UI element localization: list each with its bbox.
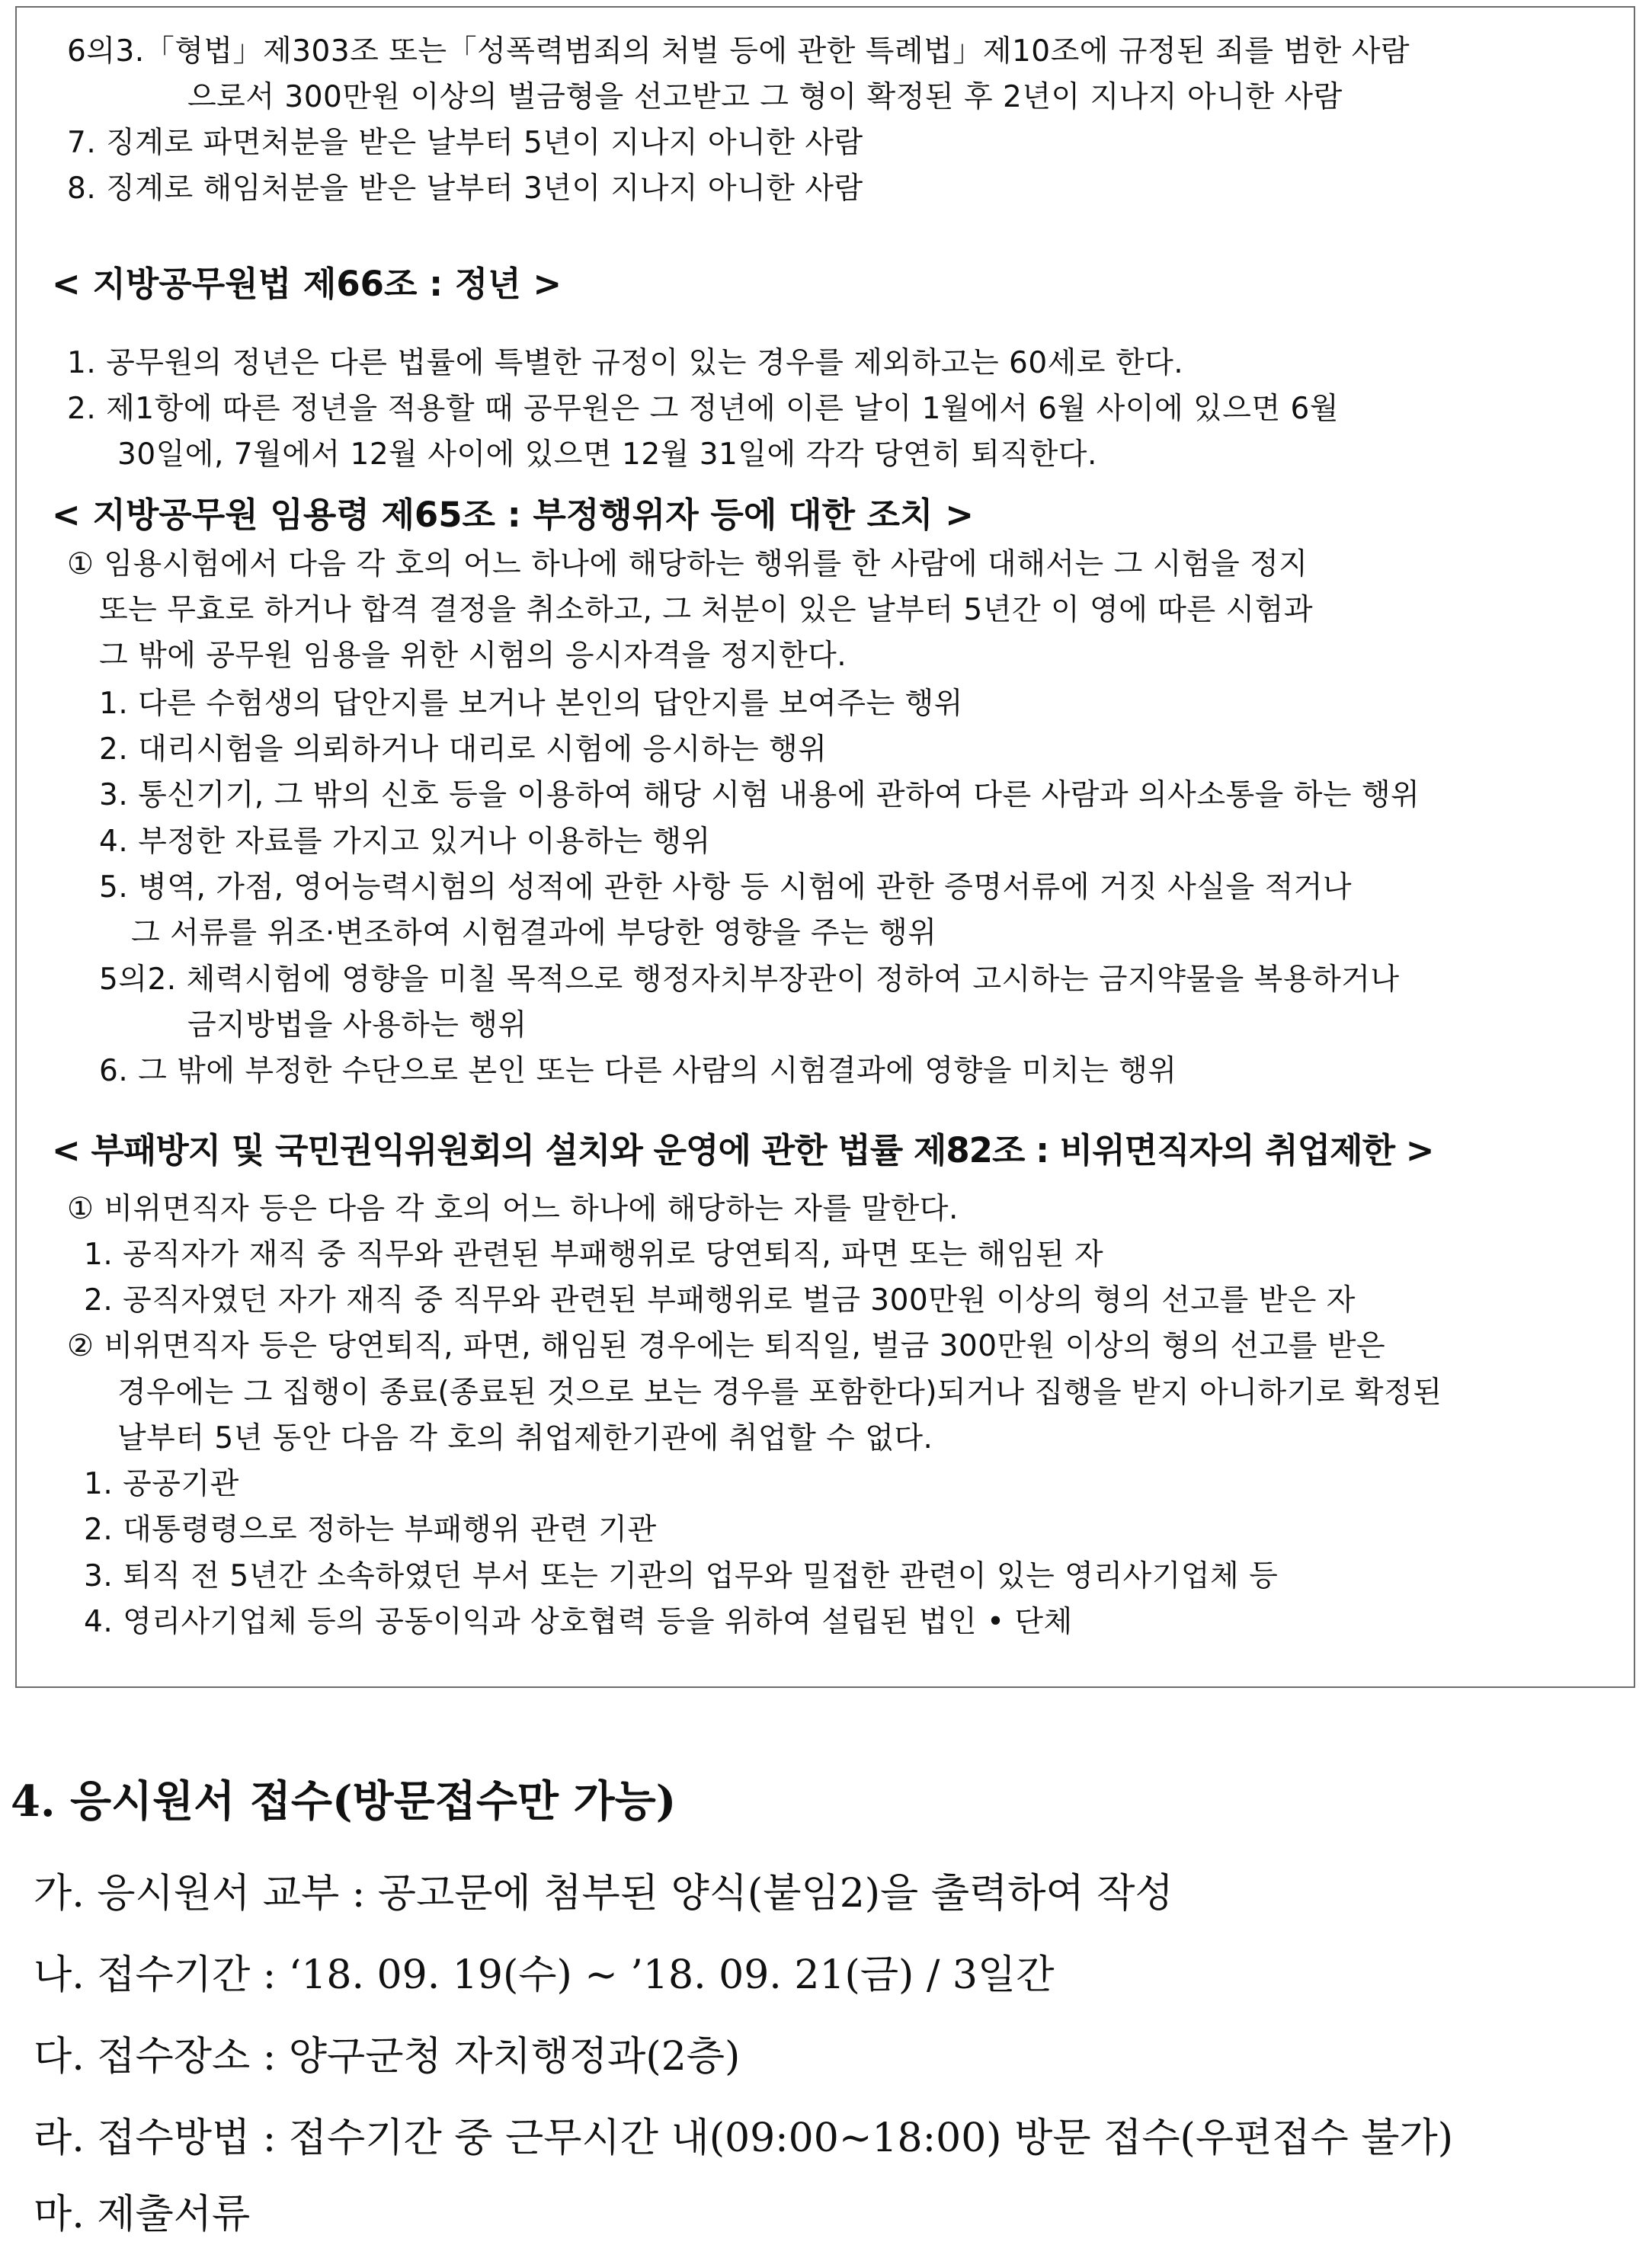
law-heading-retirement: < 지방공무원법 제66조 : 정년 > <box>52 264 562 304</box>
clause-line: 1. 공공기관 <box>84 1467 239 1501</box>
clause-line: 8. 징계로 해임처분을 받은 날부터 3년이 지나지 아니한 사람 <box>67 171 863 206</box>
clause-line: 2. 대통령령으로 정하는 부패행위 관련 기관 <box>84 1513 657 1547</box>
clause-line: ② 비위면직자 등은 당연퇴직, 파면, 해임된 경우에는 퇴직일, 벌금 300만원 이상의 형의 선고를 받은 <box>67 1329 1386 1363</box>
section-item: 라. 접수방법 : 접수기간 중 근무시간 내(09:00~18:00) 방문 접수(우편접수 불가) <box>34 2115 1454 2161</box>
clause-line: 2. 공직자였던 자가 재직 중 직무와 관련된 부패행위로 벌금 300만원 이상의 형의 선고를 받은 자 <box>84 1283 1356 1318</box>
clause-line: 그 서류를 위조·변조하여 시험결과에 부당한 영향을 주는 행위 <box>131 916 937 950</box>
clause-line: 4. 부정한 자료를 가지고 있거나 이용하는 행위 <box>99 825 711 859</box>
clause-line: 5. 병역, 가점, 영어능력시험의 성적에 관한 사항 등 시험에 관한 증명서류에 거짓 사실을 적거나 <box>99 870 1353 905</box>
clause-line: 날부터 5년 동안 다음 각 호의 취업제한기관에 취업할 수 없다. <box>117 1421 933 1456</box>
clause-line: ① 임용시험에서 다음 각 호의 어느 하나에 해당하는 행위를 한 사람에 대해서는 그 시험을 정지 <box>67 547 1308 581</box>
clause-line: 7. 징계로 파면처분을 받은 날부터 5년이 지나지 아니한 사람 <box>67 126 863 160</box>
section-title: 4. 응시원서 접수(방문접수만 가능) <box>11 1776 677 1827</box>
clause-line: 3. 퇴직 전 5년간 소속하였던 부서 또는 기관의 업무와 밀접한 관련이 있는 영리사기업체 등 <box>84 1559 1279 1593</box>
clause-line: 그 밖에 공무원 임용을 위한 시험의 응시자격을 정지한다. <box>99 639 847 673</box>
clause-line: 30일에, 7월에서 12월 사이에 있으면 12월 31일에 각각 당연히 퇴직한다. <box>117 437 1097 472</box>
law-heading-misconduct: < 지방공무원 임용령 제65조 : 부정행위자 등에 대한 조치 > <box>52 495 974 535</box>
clause-line: 또는 무효로 하거나 합격 결정을 취소하고, 그 처분이 있은 날부터 5년간 이 영에 따른 시험과 <box>99 593 1314 627</box>
clause-line: 6의3.「형법」제303조 또는「성폭력범죄의 처벌 등에 관한 특례법」제10조에 규정된 죄를 범한 사람 <box>67 34 1410 69</box>
clause-line: 으로서 300만원 이상의 벌금형을 선고받고 그 형이 확정된 후 2년이 지나지 아니한 사람 <box>187 80 1343 114</box>
section-item: 다. 접수장소 : 양구군청 자치행정과(2층) <box>34 2034 741 2080</box>
clause-line: 1. 다른 수험생의 답안지를 보거나 본인의 답안지를 보여주는 행위 <box>99 687 963 721</box>
clause-line: 3. 통신기기, 그 밖의 신호 등을 이용하여 해당 시험 내용에 관하여 다른 사람과 의사소통을 하는 행위 <box>99 778 1420 812</box>
section-item: 나. 접수기간 : ‘18. 09. 19(수) ~ ’18. 09. 21(금) / 3일간 <box>34 1952 1055 1998</box>
clause-line: ① 비위면직자 등은 다음 각 호의 어느 하나에 해당하는 자를 말한다. <box>67 1192 959 1226</box>
clause-line: 경우에는 그 집행이 종료(종료된 것으로 보는 경우를 포함한다)되거나 집행을 받지 아니하기로 확정된 <box>117 1376 1442 1410</box>
clause-line: 4. 영리사기업체 등의 공동이익과 상호협력 등을 위하여 설립된 법인 • 단체 <box>84 1605 1073 1639</box>
clause-line: 6. 그 밖에 부정한 수단으로 본인 또는 다른 사람의 시험결과에 영향을 미치는 행위 <box>99 1054 1177 1088</box>
clause-line: 1. 공무원의 정년은 다른 법률에 특별한 규정이 있는 경우를 제외하고는 60세로 한다. <box>67 346 1184 380</box>
law-heading-employment-restriction: < 부패방지 및 국민권익위원회의 설치와 운영에 관한 법률 제82조 : 비위면직자의 취업제한 > <box>52 1130 1434 1171</box>
clause-line: 5의2. 체력시험에 영향을 미칠 목적으로 행정자치부장관이 정하여 고시하는 금지약물을 복용하거나 <box>99 962 1400 997</box>
clause-line: 2. 제1항에 따른 정년을 적용할 때 공무원은 그 정년에 이른 날이 1월에서 6월 사이에 있으면 6월 <box>67 392 1340 426</box>
section-item: 가. 응시원서 교부 : 공고문에 첨부된 양식(붙임2)을 출력하여 작성 <box>34 1871 1173 1917</box>
section-item: 마. 제출서류 <box>34 2192 251 2237</box>
clause-line: 금지방법을 사용하는 행위 <box>187 1008 527 1042</box>
clause-line: 2. 대리시험을 의뢰하거나 대리로 시험에 응시하는 행위 <box>99 732 828 767</box>
clause-line: 1. 공직자가 재직 중 직무와 관련된 부패행위로 당연퇴직, 파면 또는 해임된 자 <box>84 1238 1104 1272</box>
